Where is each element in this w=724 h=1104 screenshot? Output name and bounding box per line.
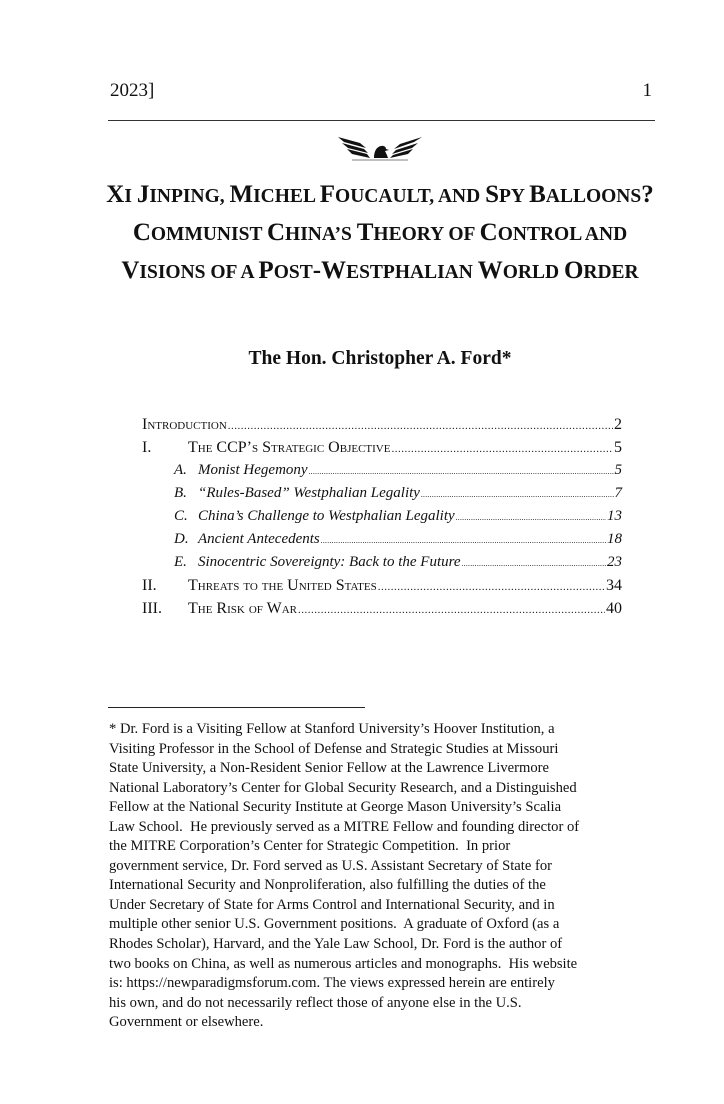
- toc-entry-page: 2: [614, 416, 622, 433]
- footnote-line: multiple other senior U.S. Government positions. A graduate of Oxford (as a: [109, 916, 560, 933]
- title-segment: ONTROL AND: [497, 224, 628, 245]
- toc-leader-dots: [228, 415, 613, 438]
- volume-year: 2023]: [110, 80, 155, 101]
- toc-entry-page: 7: [614, 485, 622, 501]
- toc-leader-dots: [421, 483, 614, 506]
- title-segment: PY: [499, 186, 530, 207]
- toc-entry-label: China’s Challenge to Westphalian Legality: [198, 508, 455, 524]
- toc-entry-page: 5: [614, 439, 622, 456]
- author-footnote: [109, 720, 654, 1033]
- toc-entry[interactable]: [142, 436, 622, 459]
- toc-entry-label: “Rules-Based” Westphalian Legality: [198, 485, 420, 501]
- title-segment: OST: [273, 262, 313, 283]
- toc-entry[interactable]: [142, 551, 622, 574]
- title-segment: T: [356, 219, 374, 246]
- footnote-line: Under Secretary of State for Arms Control and International Security, and in: [109, 896, 555, 913]
- eagle-wings-icon: [330, 134, 430, 164]
- toc-entry-number: B.: [174, 485, 187, 501]
- title-segment: B: [529, 181, 546, 208]
- toc-entry-number: D.: [174, 531, 189, 547]
- toc-leader-dots: [309, 460, 614, 483]
- toc-entry[interactable]: [142, 505, 622, 528]
- toc-entry-label: The CCP’s Strategic Objective: [188, 439, 391, 456]
- header-rule: [108, 120, 655, 121]
- title-segment: OMMUNIST: [150, 224, 267, 245]
- toc-entry[interactable]: [142, 482, 622, 505]
- toc-entry-label: The Risk of War: [188, 600, 297, 617]
- footnote-rule: [108, 707, 365, 708]
- toc-entry-label: Introduction: [142, 416, 227, 433]
- toc-entry[interactable]: [142, 597, 622, 620]
- footnote-line: the MITRE Corporation’s Center for Strategic Competition. In prior: [109, 838, 511, 855]
- toc-entry-number: C.: [174, 508, 188, 524]
- title-segment: ESTPHALIAN: [346, 262, 478, 283]
- footnote-line: government service, Dr. Ford served as U.S. Assistant Secretary of State for: [109, 857, 552, 874]
- toc-leader-dots: [456, 506, 606, 529]
- running-head: [110, 80, 654, 106]
- toc-leader-dots: [378, 576, 605, 599]
- title-line: [100, 214, 660, 252]
- title-segment: ISIONS OF A: [139, 262, 259, 283]
- footnote-line: Law School. He previously served as a MITRE Fellow and founding director of: [109, 818, 580, 835]
- toc-entry-number: I.: [142, 439, 152, 456]
- footnote-line: International Security and Nonproliferation, also fulfilling the duties of the: [109, 877, 546, 894]
- title-segment: S: [485, 181, 500, 208]
- toc-entry-page: 5: [614, 462, 622, 478]
- title-segment: X: [106, 181, 125, 208]
- toc-entry-page: 23: [607, 554, 622, 570]
- toc-entry[interactable]: [142, 528, 622, 551]
- footnote-line: Government or elsewhere.: [109, 1014, 264, 1031]
- toc-entry[interactable]: [142, 459, 622, 482]
- title-segment: INPING,: [149, 186, 230, 207]
- footnote-line: Visiting Professor in the School of Defense and Strategic Studies at Missouri: [109, 740, 559, 757]
- title-segment: C: [266, 219, 286, 246]
- title-segment: ?: [641, 181, 654, 208]
- title-segment: HINA’S: [285, 224, 357, 245]
- title-segment: HEORY OF: [373, 224, 480, 245]
- title-segment: M: [229, 181, 254, 208]
- toc-entry-page: 34: [606, 577, 622, 594]
- title-segment: C: [132, 219, 151, 246]
- footnote-line: two books on China, as well as numerous articles and monographs. His website: [109, 955, 578, 972]
- title-segment: RDER: [583, 262, 639, 283]
- toc-entry[interactable]: [142, 574, 622, 597]
- title-segment: P: [258, 257, 274, 284]
- title-segment: J: [136, 181, 150, 208]
- toc-entry-page: 18: [607, 531, 622, 547]
- toc-entry-number: III.: [142, 600, 162, 617]
- footnote-line: National Laboratory’s Center for Global Security Research, and a Distinguished: [109, 779, 577, 796]
- toc-entry-number: II.: [142, 577, 157, 594]
- title-segment: F: [319, 181, 336, 208]
- toc-entry-label: Sinocentric Sovereignty: Back to the Future: [198, 554, 461, 570]
- title-segment: -W: [312, 257, 347, 284]
- toc-entry-number: A.: [174, 462, 187, 478]
- page-number: 1: [642, 80, 652, 101]
- title-segment: C: [479, 219, 498, 246]
- title-segment: ALLOONS: [545, 186, 642, 207]
- toc-entry-page: 13: [607, 508, 622, 524]
- toc-entry[interactable]: [142, 413, 622, 436]
- toc-leader-dots: [298, 599, 605, 622]
- footnote-line: State University, a Non-Resident Senior Fellow at the Lawrence Livermore: [109, 760, 549, 777]
- toc-entry-page: 40: [606, 600, 622, 617]
- toc-leader-dots: [321, 529, 606, 552]
- title-segment: O: [563, 257, 584, 284]
- title-segment: W: [477, 257, 503, 284]
- title-line: [100, 176, 660, 214]
- table-of-contents: [142, 413, 622, 620]
- toc-leader-dots: [391, 438, 613, 461]
- footnote-line: Fellow at the National Security Institute at George Mason University’s Scalia: [109, 799, 562, 816]
- title-segment: OUCAULT, AND: [335, 186, 486, 207]
- toc-entry-number: E.: [174, 554, 187, 570]
- footnote-line: * Dr. Ford is a Visiting Fellow at Stanford University’s Hoover Institution, a: [109, 721, 555, 737]
- title-segment: V: [121, 257, 140, 284]
- title-segment: ORLD: [502, 262, 564, 283]
- toc-entry-label: Threats to the United States: [188, 577, 377, 594]
- toc-entry-label: Ancient Antecedents: [198, 531, 320, 547]
- toc-leader-dots: [462, 552, 606, 575]
- title-segment: I: [124, 186, 137, 207]
- title-segment: ICHEL: [253, 186, 320, 207]
- footnote-line: is: https://newparadigmsforum.com. The views expressed herein are entirely: [109, 975, 555, 992]
- footnote-line: his own, and do not necessarily reflect those of anyone else in the U.S.: [109, 994, 522, 1011]
- footnote-line: Rhodes Scholar), Harvard, and the Yale Law School, Dr. Ford is the author of: [109, 936, 563, 953]
- article-title: [100, 176, 660, 290]
- title-line: [100, 252, 660, 290]
- toc-entry-label: Monist Hegemony: [198, 462, 308, 478]
- author-name: The Hon. Christopher A. Ford*: [248, 348, 512, 369]
